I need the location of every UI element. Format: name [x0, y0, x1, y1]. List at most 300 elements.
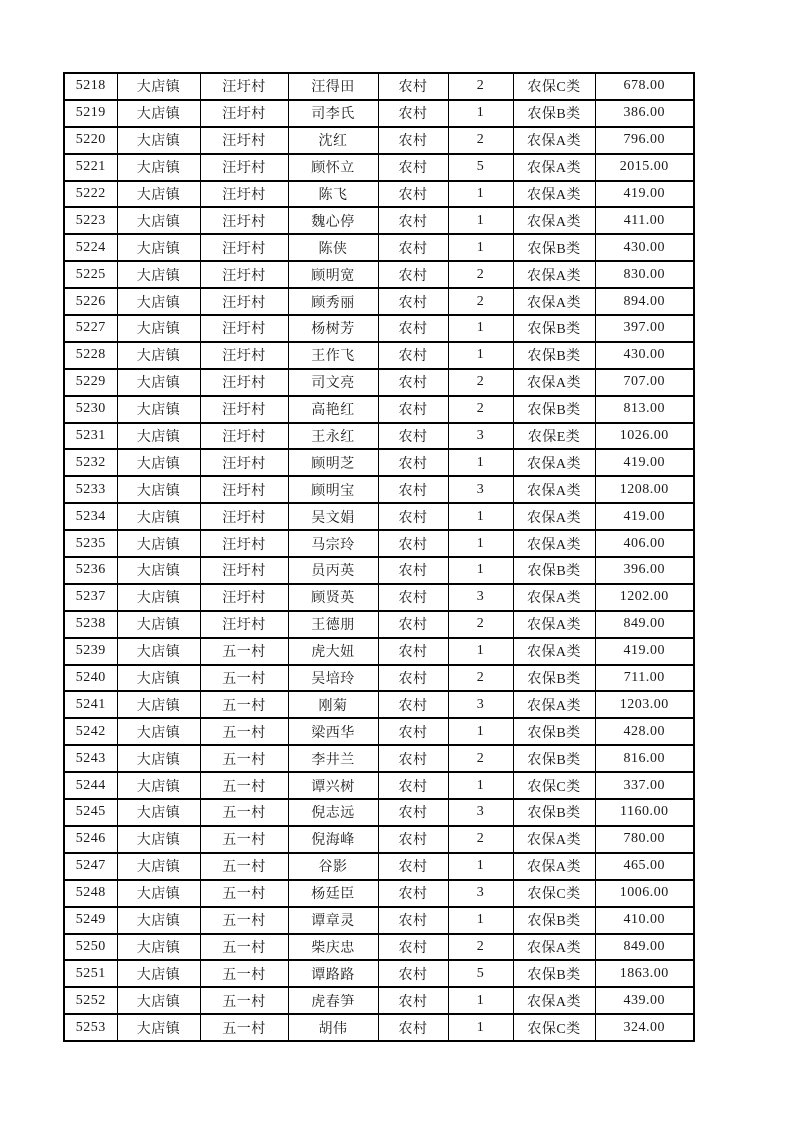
cell-town: 大店镇	[117, 665, 200, 692]
cell-village: 汪圩村	[200, 584, 288, 611]
cell-household-type: 农村	[378, 1014, 448, 1041]
cell-town: 大店镇	[117, 1014, 200, 1041]
table-row	[64, 745, 694, 772]
cell-insurance-category: 农保B类	[513, 557, 595, 584]
cell-household-type: 农村	[378, 342, 448, 369]
table-row	[64, 826, 694, 853]
table-row	[64, 960, 694, 987]
cell-amount: 419.00	[595, 638, 694, 665]
pension-record-table	[63, 72, 695, 1042]
cell-person-count: 1	[448, 718, 513, 745]
table-row	[64, 503, 694, 530]
cell-village: 五一村	[200, 718, 288, 745]
cell-household-type: 农村	[378, 611, 448, 638]
cell-town: 大店镇	[117, 181, 200, 208]
cell-village: 五一村	[200, 826, 288, 853]
cell-household-type: 农村	[378, 934, 448, 961]
cell-town: 大店镇	[117, 880, 200, 907]
cell-serial-number: 5241	[64, 691, 117, 718]
cell-village: 汪圩村	[200, 423, 288, 450]
cell-household-type: 农村	[378, 207, 448, 234]
cell-amount: 430.00	[595, 234, 694, 261]
cell-village: 五一村	[200, 638, 288, 665]
cell-amount: 396.00	[595, 557, 694, 584]
cell-serial-number: 5226	[64, 288, 117, 315]
cell-person-name: 司李氏	[288, 100, 378, 127]
cell-household-type: 农村	[378, 745, 448, 772]
cell-insurance-category: 农保A类	[513, 369, 595, 396]
cell-person-count: 5	[448, 154, 513, 181]
cell-person-name: 顾明芝	[288, 449, 378, 476]
cell-serial-number: 5233	[64, 476, 117, 503]
cell-serial-number: 5246	[64, 826, 117, 853]
cell-person-count: 1	[448, 503, 513, 530]
table-row	[64, 907, 694, 934]
cell-amount: 439.00	[595, 987, 694, 1014]
cell-household-type: 农村	[378, 315, 448, 342]
cell-village: 五一村	[200, 853, 288, 880]
cell-insurance-category: 农保A类	[513, 638, 595, 665]
cell-village: 汪圩村	[200, 100, 288, 127]
table-row	[64, 288, 694, 315]
cell-household-type: 农村	[378, 449, 448, 476]
cell-amount: 1026.00	[595, 423, 694, 450]
cell-village: 汪圩村	[200, 181, 288, 208]
cell-town: 大店镇	[117, 772, 200, 799]
cell-person-count: 3	[448, 584, 513, 611]
cell-household-type: 农村	[378, 907, 448, 934]
cell-village: 汪圩村	[200, 530, 288, 557]
cell-serial-number: 5218	[64, 73, 117, 100]
table-row	[64, 449, 694, 476]
cell-insurance-category: 农保B类	[513, 665, 595, 692]
cell-household-type: 农村	[378, 960, 448, 987]
cell-insurance-category: 农保E类	[513, 423, 595, 450]
cell-household-type: 农村	[378, 261, 448, 288]
cell-serial-number: 5247	[64, 853, 117, 880]
table-row	[64, 127, 694, 154]
cell-town: 大店镇	[117, 907, 200, 934]
cell-person-name: 吴培玲	[288, 665, 378, 692]
cell-insurance-category: 农保A类	[513, 691, 595, 718]
cell-insurance-category: 农保A类	[513, 987, 595, 1014]
cell-insurance-category: 农保B类	[513, 315, 595, 342]
cell-town: 大店镇	[117, 476, 200, 503]
cell-serial-number: 5231	[64, 423, 117, 450]
cell-village: 五一村	[200, 880, 288, 907]
cell-insurance-category: 农保A类	[513, 584, 595, 611]
cell-person-count: 1	[448, 530, 513, 557]
cell-town: 大店镇	[117, 853, 200, 880]
cell-town: 大店镇	[117, 369, 200, 396]
cell-village: 汪圩村	[200, 342, 288, 369]
table-body	[64, 73, 694, 1041]
cell-amount: 410.00	[595, 907, 694, 934]
table-row	[64, 181, 694, 208]
cell-person-name: 杨廷臣	[288, 880, 378, 907]
cell-household-type: 农村	[378, 396, 448, 423]
table-row	[64, 638, 694, 665]
cell-town: 大店镇	[117, 449, 200, 476]
cell-person-name: 王永红	[288, 423, 378, 450]
cell-amount: 1006.00	[595, 880, 694, 907]
cell-village: 汪圩村	[200, 611, 288, 638]
cell-person-name: 司文亮	[288, 369, 378, 396]
cell-person-count: 2	[448, 288, 513, 315]
cell-town: 大店镇	[117, 503, 200, 530]
cell-household-type: 农村	[378, 181, 448, 208]
cell-village: 汪圩村	[200, 207, 288, 234]
cell-town: 大店镇	[117, 718, 200, 745]
cell-town: 大店镇	[117, 207, 200, 234]
cell-amount: 2015.00	[595, 154, 694, 181]
cell-amount: 386.00	[595, 100, 694, 127]
cell-town: 大店镇	[117, 611, 200, 638]
cell-serial-number: 5228	[64, 342, 117, 369]
table-row	[64, 73, 694, 100]
table-row	[64, 342, 694, 369]
cell-serial-number: 5238	[64, 611, 117, 638]
cell-person-name: 魏心停	[288, 207, 378, 234]
cell-serial-number: 5240	[64, 665, 117, 692]
cell-amount: 419.00	[595, 449, 694, 476]
cell-town: 大店镇	[117, 342, 200, 369]
cell-town: 大店镇	[117, 127, 200, 154]
cell-person-count: 2	[448, 261, 513, 288]
cell-village: 汪圩村	[200, 503, 288, 530]
cell-amount: 324.00	[595, 1014, 694, 1041]
cell-household-type: 农村	[378, 530, 448, 557]
cell-amount: 1160.00	[595, 799, 694, 826]
cell-insurance-category: 农保B类	[513, 342, 595, 369]
cell-person-count: 1	[448, 907, 513, 934]
cell-town: 大店镇	[117, 584, 200, 611]
cell-insurance-category: 农保A类	[513, 288, 595, 315]
table-row	[64, 207, 694, 234]
cell-household-type: 农村	[378, 73, 448, 100]
cell-insurance-category: 农保A类	[513, 934, 595, 961]
cell-person-count: 2	[448, 369, 513, 396]
cell-household-type: 农村	[378, 718, 448, 745]
cell-serial-number: 5243	[64, 745, 117, 772]
cell-serial-number: 5219	[64, 100, 117, 127]
cell-amount: 1863.00	[595, 960, 694, 987]
cell-household-type: 农村	[378, 665, 448, 692]
table-row	[64, 261, 694, 288]
table-row	[64, 880, 694, 907]
cell-village: 汪圩村	[200, 396, 288, 423]
cell-person-name: 员丙英	[288, 557, 378, 584]
cell-serial-number: 5229	[64, 369, 117, 396]
cell-serial-number: 5253	[64, 1014, 117, 1041]
cell-household-type: 农村	[378, 772, 448, 799]
cell-insurance-category: 农保A类	[513, 530, 595, 557]
cell-insurance-category: 农保B类	[513, 396, 595, 423]
cell-village: 五一村	[200, 799, 288, 826]
cell-town: 大店镇	[117, 826, 200, 853]
cell-person-count: 1	[448, 207, 513, 234]
cell-insurance-category: 农保B类	[513, 799, 595, 826]
cell-village: 五一村	[200, 934, 288, 961]
cell-serial-number: 5222	[64, 181, 117, 208]
cell-amount: 430.00	[595, 342, 694, 369]
cell-person-count: 3	[448, 799, 513, 826]
cell-village: 汪圩村	[200, 154, 288, 181]
cell-person-name: 顾明宽	[288, 261, 378, 288]
cell-town: 大店镇	[117, 745, 200, 772]
cell-household-type: 农村	[378, 691, 448, 718]
cell-person-name: 顾贤英	[288, 584, 378, 611]
cell-town: 大店镇	[117, 987, 200, 1014]
cell-serial-number: 5242	[64, 718, 117, 745]
cell-person-name: 吴文娟	[288, 503, 378, 530]
cell-person-name: 谭兴树	[288, 772, 378, 799]
cell-amount: 816.00	[595, 745, 694, 772]
cell-amount: 465.00	[595, 853, 694, 880]
cell-amount: 419.00	[595, 181, 694, 208]
cell-serial-number: 5232	[64, 449, 117, 476]
cell-village: 汪圩村	[200, 476, 288, 503]
cell-serial-number: 5236	[64, 557, 117, 584]
cell-serial-number: 5224	[64, 234, 117, 261]
cell-serial-number: 5239	[64, 638, 117, 665]
cell-person-count: 1	[448, 987, 513, 1014]
cell-person-count: 3	[448, 691, 513, 718]
cell-amount: 678.00	[595, 73, 694, 100]
cell-amount: 411.00	[595, 207, 694, 234]
table-row	[64, 557, 694, 584]
cell-village: 汪圩村	[200, 369, 288, 396]
cell-serial-number: 5220	[64, 127, 117, 154]
cell-household-type: 农村	[378, 853, 448, 880]
cell-insurance-category: 农保A类	[513, 207, 595, 234]
cell-person-count: 1	[448, 557, 513, 584]
table-row	[64, 423, 694, 450]
cell-household-type: 农村	[378, 423, 448, 450]
cell-amount: 813.00	[595, 396, 694, 423]
cell-person-name: 汪得田	[288, 73, 378, 100]
cell-town: 大店镇	[117, 934, 200, 961]
cell-person-name: 高艳红	[288, 396, 378, 423]
cell-household-type: 农村	[378, 638, 448, 665]
cell-person-name: 谭路路	[288, 960, 378, 987]
cell-insurance-category: 农保A类	[513, 611, 595, 638]
table-row	[64, 987, 694, 1014]
cell-insurance-category: 农保C类	[513, 772, 595, 799]
cell-person-name: 柴庆忠	[288, 934, 378, 961]
cell-person-count: 2	[448, 934, 513, 961]
cell-insurance-category: 农保B类	[513, 960, 595, 987]
cell-household-type: 农村	[378, 154, 448, 181]
cell-amount: 419.00	[595, 503, 694, 530]
table-row	[64, 369, 694, 396]
table-row	[64, 584, 694, 611]
cell-person-name: 胡伟	[288, 1014, 378, 1041]
cell-village: 五一村	[200, 907, 288, 934]
cell-insurance-category: 农保C类	[513, 73, 595, 100]
cell-amount: 1203.00	[595, 691, 694, 718]
cell-household-type: 农村	[378, 799, 448, 826]
cell-person-count: 1	[448, 100, 513, 127]
cell-serial-number: 5225	[64, 261, 117, 288]
table-row	[64, 611, 694, 638]
cell-insurance-category: 农保A类	[513, 127, 595, 154]
cell-serial-number: 5221	[64, 154, 117, 181]
cell-town: 大店镇	[117, 960, 200, 987]
cell-serial-number: 5248	[64, 880, 117, 907]
table-row	[64, 1014, 694, 1041]
cell-person-name: 顾秀丽	[288, 288, 378, 315]
cell-amount: 406.00	[595, 530, 694, 557]
cell-insurance-category: 农保B类	[513, 100, 595, 127]
cell-person-name: 刚菊	[288, 691, 378, 718]
cell-town: 大店镇	[117, 73, 200, 100]
cell-person-count: 1	[448, 853, 513, 880]
table-row	[64, 154, 694, 181]
cell-insurance-category: 农保B类	[513, 234, 595, 261]
cell-insurance-category: 农保A类	[513, 476, 595, 503]
cell-village: 汪圩村	[200, 73, 288, 100]
cell-person-name: 李井兰	[288, 745, 378, 772]
cell-amount: 780.00	[595, 826, 694, 853]
table-row	[64, 234, 694, 261]
cell-person-count: 1	[448, 181, 513, 208]
cell-person-count: 3	[448, 423, 513, 450]
cell-village: 汪圩村	[200, 288, 288, 315]
cell-insurance-category: 农保B类	[513, 718, 595, 745]
cell-serial-number: 5250	[64, 934, 117, 961]
cell-serial-number: 5223	[64, 207, 117, 234]
cell-person-count: 1	[448, 638, 513, 665]
cell-insurance-category: 农保B类	[513, 907, 595, 934]
cell-serial-number: 5234	[64, 503, 117, 530]
cell-town: 大店镇	[117, 799, 200, 826]
table-row	[64, 772, 694, 799]
table-row	[64, 476, 694, 503]
table-row	[64, 100, 694, 127]
table-row	[64, 665, 694, 692]
cell-town: 大店镇	[117, 557, 200, 584]
cell-town: 大店镇	[117, 261, 200, 288]
cell-person-count: 1	[448, 315, 513, 342]
cell-serial-number: 5251	[64, 960, 117, 987]
cell-amount: 397.00	[595, 315, 694, 342]
cell-village: 五一村	[200, 745, 288, 772]
cell-person-count: 1	[448, 1014, 513, 1041]
cell-person-count: 2	[448, 73, 513, 100]
cell-person-name: 谷影	[288, 853, 378, 880]
cell-village: 五一村	[200, 772, 288, 799]
cell-household-type: 农村	[378, 503, 448, 530]
cell-amount: 711.00	[595, 665, 694, 692]
table-row	[64, 718, 694, 745]
cell-village: 汪圩村	[200, 127, 288, 154]
cell-person-count: 1	[448, 772, 513, 799]
cell-person-count: 1	[448, 234, 513, 261]
cell-person-name: 沈红	[288, 127, 378, 154]
cell-person-count: 3	[448, 880, 513, 907]
cell-amount: 796.00	[595, 127, 694, 154]
cell-serial-number: 5230	[64, 396, 117, 423]
cell-person-count: 2	[448, 127, 513, 154]
cell-person-count: 1	[448, 342, 513, 369]
cell-insurance-category: 农保A类	[513, 449, 595, 476]
cell-insurance-category: 农保C类	[513, 1014, 595, 1041]
cell-town: 大店镇	[117, 288, 200, 315]
cell-household-type: 农村	[378, 288, 448, 315]
cell-person-name: 顾怀立	[288, 154, 378, 181]
table-row	[64, 691, 694, 718]
cell-household-type: 农村	[378, 557, 448, 584]
cell-person-name: 倪海峰	[288, 826, 378, 853]
cell-serial-number: 5237	[64, 584, 117, 611]
cell-village: 汪圩村	[200, 557, 288, 584]
cell-person-count: 3	[448, 476, 513, 503]
cell-village: 五一村	[200, 987, 288, 1014]
cell-town: 大店镇	[117, 100, 200, 127]
cell-amount: 428.00	[595, 718, 694, 745]
table-row	[64, 396, 694, 423]
cell-household-type: 农村	[378, 987, 448, 1014]
cell-person-name: 陈侠	[288, 234, 378, 261]
cell-insurance-category: 农保C类	[513, 880, 595, 907]
cell-amount: 830.00	[595, 261, 694, 288]
cell-amount: 707.00	[595, 369, 694, 396]
cell-town: 大店镇	[117, 423, 200, 450]
cell-amount: 1208.00	[595, 476, 694, 503]
cell-household-type: 农村	[378, 369, 448, 396]
cell-insurance-category: 农保A类	[513, 181, 595, 208]
cell-person-name: 陈飞	[288, 181, 378, 208]
cell-serial-number: 5235	[64, 530, 117, 557]
cell-amount: 337.00	[595, 772, 694, 799]
cell-amount: 849.00	[595, 934, 694, 961]
table-row	[64, 530, 694, 557]
cell-person-name: 王作飞	[288, 342, 378, 369]
cell-household-type: 农村	[378, 476, 448, 503]
cell-household-type: 农村	[378, 234, 448, 261]
cell-town: 大店镇	[117, 638, 200, 665]
cell-village: 五一村	[200, 665, 288, 692]
cell-person-name: 王德朋	[288, 611, 378, 638]
cell-town: 大店镇	[117, 234, 200, 261]
cell-town: 大店镇	[117, 315, 200, 342]
cell-person-name: 梁西华	[288, 718, 378, 745]
cell-village: 汪圩村	[200, 449, 288, 476]
cell-household-type: 农村	[378, 880, 448, 907]
cell-village: 五一村	[200, 960, 288, 987]
cell-person-name: 虎大妞	[288, 638, 378, 665]
cell-village: 汪圩村	[200, 261, 288, 288]
cell-town: 大店镇	[117, 396, 200, 423]
cell-person-count: 2	[448, 611, 513, 638]
cell-person-count: 2	[448, 665, 513, 692]
cell-person-name: 谭章灵	[288, 907, 378, 934]
cell-person-count: 2	[448, 745, 513, 772]
cell-serial-number: 5245	[64, 799, 117, 826]
cell-serial-number: 5227	[64, 315, 117, 342]
cell-amount: 894.00	[595, 288, 694, 315]
cell-insurance-category: 农保B类	[513, 745, 595, 772]
cell-person-count: 1	[448, 449, 513, 476]
cell-household-type: 农村	[378, 100, 448, 127]
cell-town: 大店镇	[117, 691, 200, 718]
cell-person-count: 2	[448, 396, 513, 423]
cell-person-count: 2	[448, 826, 513, 853]
cell-serial-number: 5244	[64, 772, 117, 799]
cell-serial-number: 5252	[64, 987, 117, 1014]
table-row	[64, 934, 694, 961]
